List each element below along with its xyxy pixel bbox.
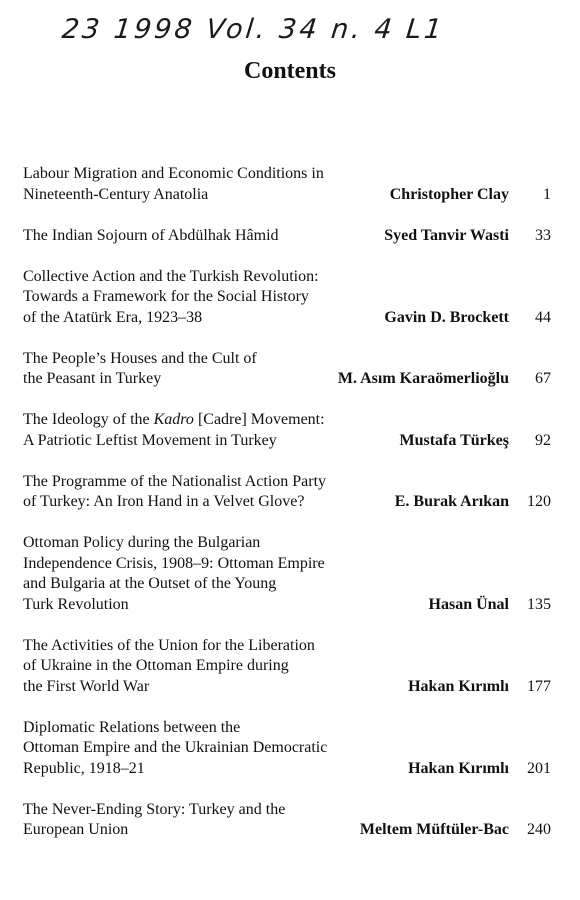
author-name: Hakan Kırımlı <box>408 759 509 777</box>
article-title-line: Nineteenth-Century Anatolia <box>23 185 209 203</box>
table-of-contents <box>23 164 551 861</box>
page-number: 44 <box>535 308 551 326</box>
article-title-line: European Union <box>23 821 129 838</box>
author-name: Mustafa Türkeş <box>399 431 509 449</box>
toc-entry <box>23 718 551 780</box>
article-title-line: Republic, 1918–21 <box>23 759 145 777</box>
article-title-line: the Peasant in Turkey <box>23 370 162 387</box>
handwritten-note: 23 1998 Vol. 34 n. 4 L1 <box>60 14 447 45</box>
article-title-line: Ottoman Empire and the Ukrainian Democratic <box>23 739 328 756</box>
article-title-line: the First World War <box>23 677 150 695</box>
page-number: 92 <box>535 431 551 449</box>
page-number: 177 <box>527 677 551 695</box>
toc-entry <box>23 533 551 615</box>
article-title-line: The Activities of the Union for the Liberation <box>23 636 315 654</box>
toc-entry <box>23 349 551 390</box>
page-number: 1 <box>543 185 551 203</box>
toc-entry <box>23 410 551 451</box>
article-title-line: The People’s Houses and the Cult of <box>23 349 257 367</box>
article-title-line: Independence Crisis, 1908–9: Ottoman Empire <box>23 554 325 572</box>
author-name: E. Burak Arıkan <box>394 493 509 510</box>
author-name: M. Asım Karaömerlioğlu <box>337 370 509 387</box>
article-title-line: The Never-Ending Story: Turkey and the <box>23 800 286 818</box>
author-name: Hakan Kırımlı <box>408 677 509 695</box>
article-title-line: Diplomatic Relations between the <box>23 718 241 736</box>
article-title-line: of Turkey: An Iron Hand in a Velvet Glove? <box>23 493 305 510</box>
page-title: Contents <box>243 58 336 84</box>
author-name: Christopher Clay <box>389 185 509 203</box>
article-title-line: of Ukraine in the Ottoman Empire during <box>23 657 289 674</box>
article-title-line: Labour Migration and Economic Conditions in <box>23 165 324 182</box>
toc-entry <box>23 267 551 329</box>
toc-entry <box>23 226 551 247</box>
author-name: Gavin D. Brockett <box>384 308 509 326</box>
article-title-line: Towards a Framework for the Social History <box>23 288 309 305</box>
toc-entry <box>23 800 551 841</box>
page-number: 201 <box>527 759 551 777</box>
article-title-line: Turk Revolution <box>23 595 129 613</box>
author-name: Syed Tanvir Wasti <box>384 226 509 244</box>
article-title-line: The Ideology of the Kadro [Cadre] Movement: <box>23 411 325 428</box>
toc-entry <box>23 472 551 513</box>
article-title-line: of the Atatürk Era, 1923–38 <box>23 308 203 326</box>
author-name: Hasan Ünal <box>428 595 509 613</box>
page-number: 67 <box>535 370 551 387</box>
page-number: 120 <box>527 493 551 510</box>
page-number: 240 <box>527 821 551 838</box>
author-name: Meltem Müftüler-Bac <box>359 821 509 838</box>
article-title-line: The Programme of the Nationalist Action Party <box>23 472 327 490</box>
page-number: 33 <box>535 226 551 244</box>
article-title-line: and Bulgaria at the Outset of the Young <box>23 575 277 592</box>
toc-entry <box>23 164 551 205</box>
article-title-line: Collective Action and the Turkish Revolution: <box>23 267 319 285</box>
article-title-line: Ottoman Policy during the Bulgarian <box>23 534 261 551</box>
page-number: 135 <box>527 595 551 613</box>
article-title-line: A Patriotic Leftist Movement in Turkey <box>23 431 277 449</box>
article-title-line: The Indian Sojourn of Abdülhak Hâmid <box>23 226 279 244</box>
toc-entry <box>23 636 551 698</box>
